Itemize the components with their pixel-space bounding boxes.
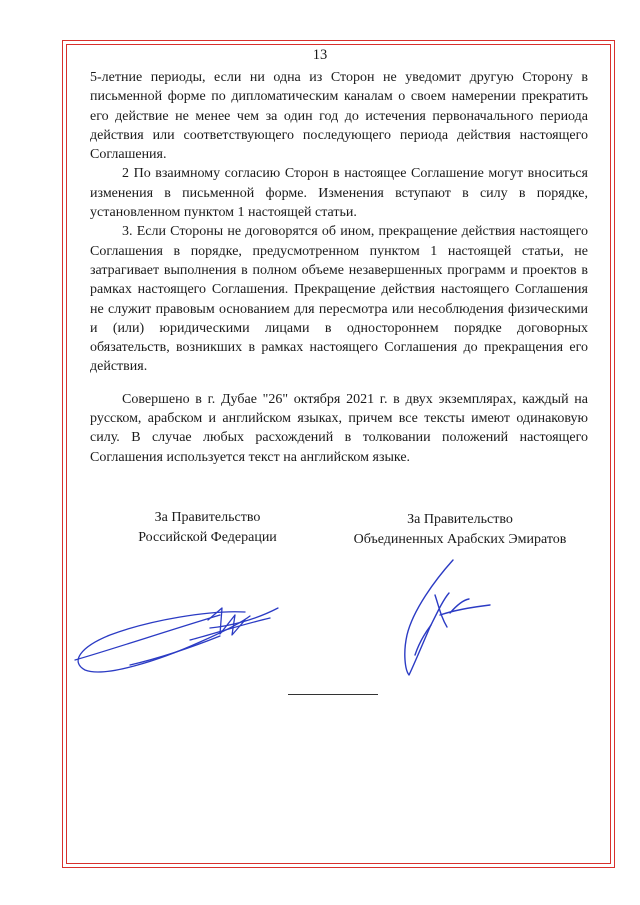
paragraph-item-2: 2 По взаимному согласию Сторон в настоящее Соглашение могут вноситься изменения в письменной форме. Изменения вступают в силу в порядке, установленном пунктом 1 настоящей статьи. [90, 166, 588, 221]
signatory-uae-line1: За Правительство [407, 512, 513, 527]
signatory-russia-line2: Российской Федерации [138, 530, 277, 545]
signatory-uae [335, 510, 585, 550]
signatory-uae-line2: Объединенных Арабских Эмиратов [353, 532, 567, 547]
signature-uae [395, 555, 495, 680]
page-number: 13 [312, 47, 328, 63]
end-of-document-rule [288, 694, 378, 695]
paragraph-item-3: 3. Если Стороны не договорятся об ином, прекращение действия настоящего Соглашения в порядке, предусмотренном пунктом 1 настоящей статьи, не затрагивает выполнения в полном объеме незавершенных программ и проектов в рамках настоящего Соглашения. Прекращение действия настоящего Соглашения не служит правовым основанием для пересмотра или несоблюдения физическими и (или) юридическими лицами в одностороннем порядке договорных обязательств, возникших в рамках настоящего Соглашения до прекращения его действия. [90, 224, 588, 375]
paragraph-closing: Совершено в г. Дубае "26" октября 2021 г. в двух экземплярах, каждый на русском, арабском и английском языках, причем все тексты имеют одинаковую силу. В случае любых расхождений в толковании положений настоящего Соглашения используется текст на английском языке. [90, 391, 588, 465]
paragraph-continuation: 5-летние периоды, если ни одна из Сторон не уведомит другую Сторону в письменной форме по дипломатическим каналам о своем намерении прекратить его действие не менее чем за один год до истечения первоначального периода действия или соответствующего последующего периода действия настоящего Соглашения. [90, 70, 588, 163]
signatory-russia [95, 508, 320, 548]
signature-russia [70, 590, 285, 680]
signatory-russia-line1: За Правительство [154, 510, 261, 525]
agreement-text [90, 68, 588, 467]
